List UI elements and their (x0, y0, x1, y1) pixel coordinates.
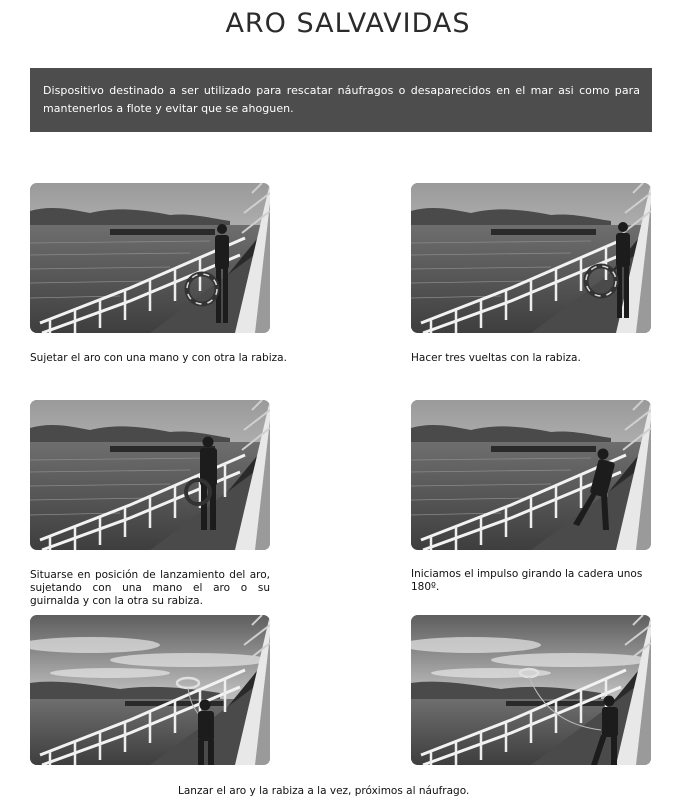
step-2-photo (411, 183, 651, 333)
step-5-photo (30, 615, 270, 765)
final-caption: Lanzar el aro y la rabiza a la vez, próximos al náufrago. (178, 785, 470, 797)
step-4-caption: Iniciamos el impulso girando la cadera unos 180º. (411, 568, 643, 593)
step-1-caption: Sujetar el aro con una mano y con otra la rabiza. (30, 352, 287, 364)
step-2-caption: Hacer tres vueltas con la rabiza. (411, 352, 581, 364)
step-3-photo (30, 400, 270, 550)
page-title: ARO SALVAVIDAS (225, 8, 471, 39)
step-6-photo (411, 615, 651, 765)
step-1-photo (30, 183, 270, 333)
intro-description: Dispositivo destinado a ser utilizado para rescatar náufragos o desaparecidos en el mar asi como para mantenerlos a flote y evitar que se ahoguen. (30, 68, 652, 132)
step-3-caption: Situarse en posición de lanzamiento del aro, sujetando con una mano el aro o su guirnalda y con la otra su rabiza. (30, 569, 270, 607)
step-4-photo (411, 400, 651, 550)
